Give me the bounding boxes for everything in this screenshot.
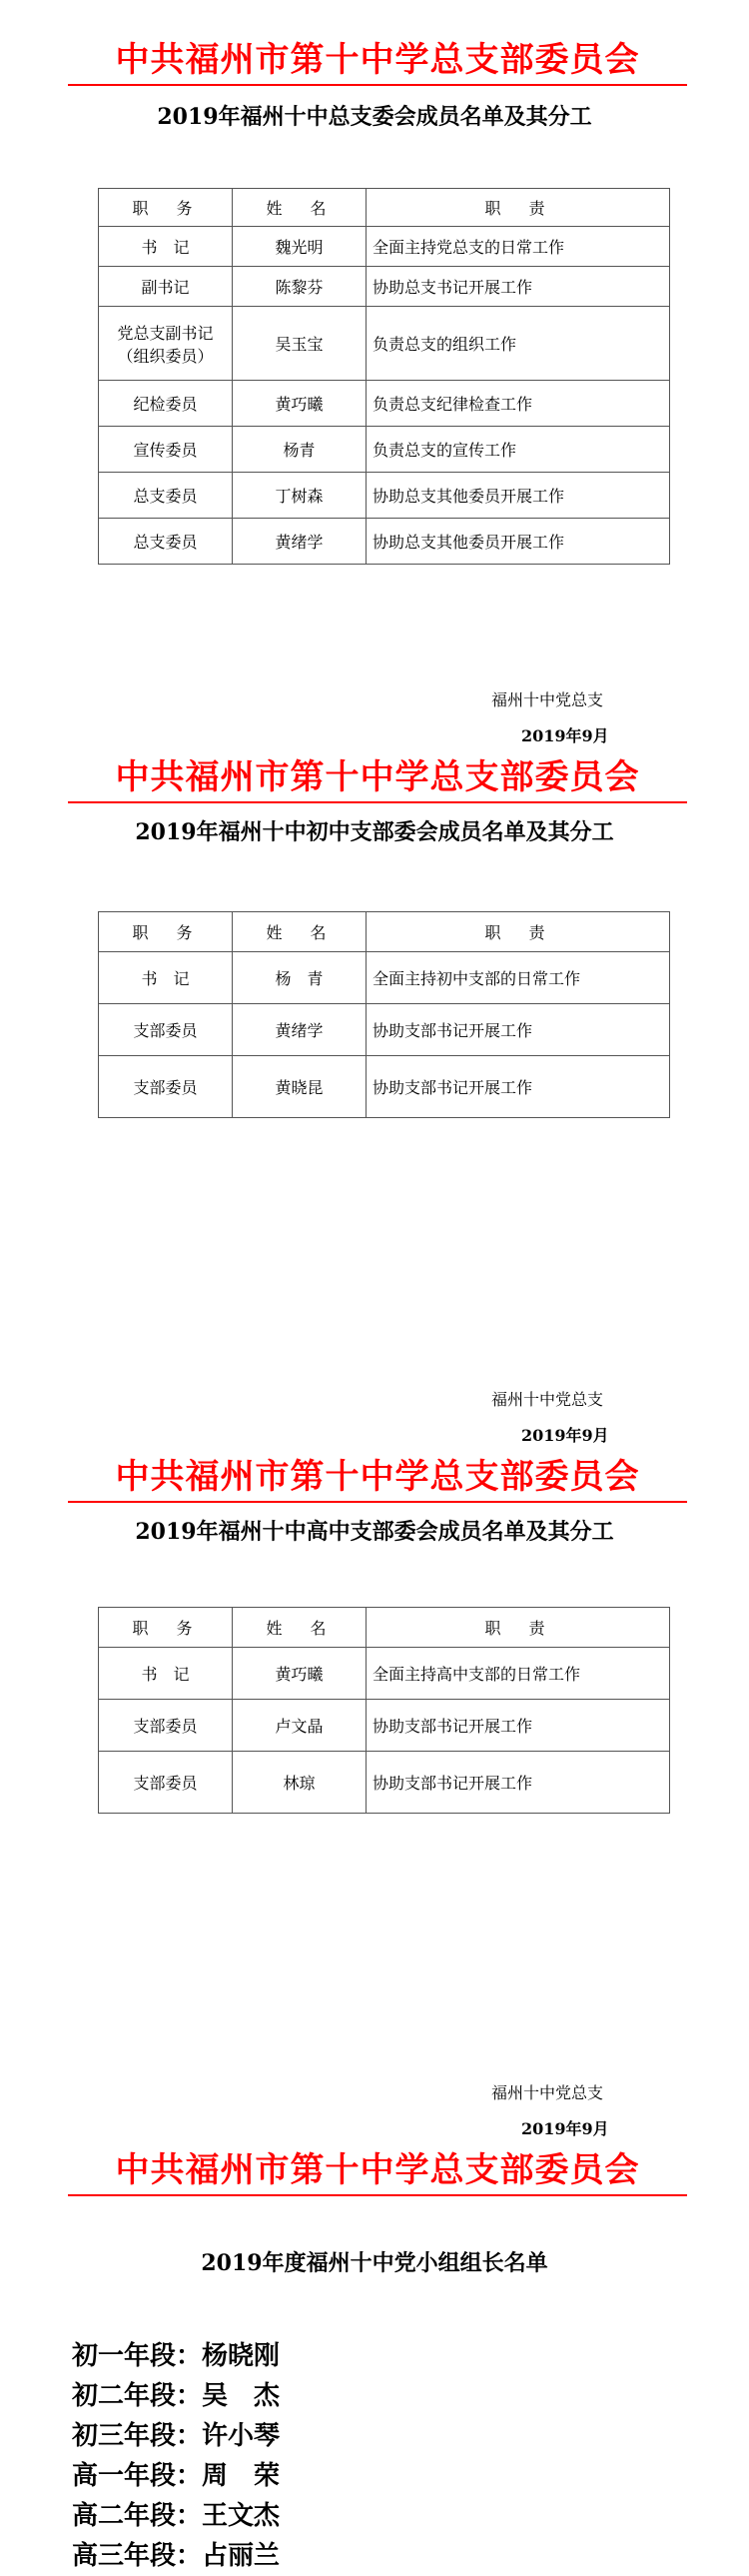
cell-duty: 全面主持初中支部的日常工作 [367, 952, 670, 1004]
cell-position: 纪检委员 [99, 381, 233, 427]
cell-position: 书 记 [99, 227, 233, 267]
cell-duty: 负责总支的宣传工作 [367, 427, 670, 473]
table-row [99, 381, 670, 427]
cell-name: 黄巧曦 [233, 381, 367, 427]
cell-name: 黄晓昆 [233, 1056, 367, 1118]
table-row [99, 427, 670, 473]
table-row [99, 1056, 670, 1118]
table-header-row [99, 1608, 670, 1648]
table-row [99, 952, 670, 1004]
leaders-subtitle: 2019年度福州十中党小组组长名单 [201, 2250, 548, 2276]
committee-title-1: 中共福州市第十中学总支部委员会 [115, 40, 640, 80]
table-row [99, 307, 670, 381]
cell-name: 陈黎芬 [233, 267, 367, 307]
cell-position: 支部委员 [99, 1004, 233, 1056]
table-row [99, 267, 670, 307]
cell-position: 总支委员 [99, 519, 233, 565]
table-row [99, 473, 670, 519]
committee-title-2: 中共福州市第十中学总支部委员会 [115, 757, 640, 797]
table-header-row [99, 912, 670, 952]
cell-duty: 协助支部书记开展工作 [367, 1700, 670, 1752]
cell-position: 副书记 [99, 267, 233, 307]
table-row [99, 227, 670, 267]
list-item: 初一年段：杨晓刚 [72, 2341, 281, 2371]
list-item: 初二年段：吴 杰 [72, 2381, 281, 2411]
cell-duty: 协助总支其他委员开展工作 [367, 473, 670, 519]
duty-table-2 [98, 911, 670, 1118]
group-leaders-list [72, 2336, 280, 2576]
table-header-row [99, 189, 670, 227]
list-item: 高二年段：王文杰 [72, 2501, 281, 2531]
cell-position: 书 记 [99, 1648, 233, 1700]
header-position: 职 务 [99, 189, 233, 227]
table-row [99, 1700, 670, 1752]
cell-position: 支部委员 [99, 1752, 233, 1814]
section-subtitle-1: 2019年福州十中总支委会成员名单及其分工 [157, 104, 592, 130]
cell-position: 总支委员 [99, 473, 233, 519]
cell-duty: 全面主持高中支部的日常工作 [367, 1648, 670, 1700]
header-position: 职 务 [99, 912, 233, 952]
header-duty: 职 责 [367, 912, 670, 952]
section-subtitle-2: 2019年福州十中初中支部委会成员名单及其分工 [135, 819, 614, 845]
cell-duty: 协助支部书记开展工作 [367, 1752, 670, 1814]
signature-org-1: 福州十中党总支 [491, 690, 604, 709]
signature-date-3: 2019年9月 [521, 2119, 609, 2138]
cell-name: 黄绪学 [233, 519, 367, 565]
table-row [99, 1752, 670, 1814]
cell-name: 卢文晶 [233, 1700, 367, 1752]
signature-org-3: 福州十中党总支 [491, 2083, 604, 2102]
title-rule-1 [68, 84, 687, 86]
cell-name: 林琼 [233, 1752, 367, 1814]
list-item: 高三年段：占丽兰 [72, 2541, 281, 2571]
cell-duty: 全面主持党总支的日常工作 [367, 227, 670, 267]
cell-duty: 协助总支其他委员开展工作 [367, 519, 670, 565]
cell-name: 黄绪学 [233, 1004, 367, 1056]
header-name: 姓 名 [233, 1608, 367, 1648]
cell-duty: 协助支部书记开展工作 [367, 1004, 670, 1056]
duty-table-3 [98, 1607, 670, 1814]
cell-position: 支部委员 [99, 1700, 233, 1752]
cell-name: 吴玉宝 [233, 307, 367, 381]
cell-name: 杨 青 [233, 952, 367, 1004]
title-rule-3 [68, 1501, 687, 1503]
table-row [99, 1004, 670, 1056]
header-name: 姓 名 [233, 912, 367, 952]
signature-date-1: 2019年9月 [521, 726, 609, 745]
duty-table-1 [98, 188, 670, 565]
table-row [99, 519, 670, 565]
signature-date-2: 2019年9月 [521, 1426, 609, 1445]
cell-name: 丁树森 [233, 473, 367, 519]
cell-duty: 负责总支纪律检查工作 [367, 381, 670, 427]
cell-duty: 协助总支书记开展工作 [367, 267, 670, 307]
cell-duty: 协助支部书记开展工作 [367, 1056, 670, 1118]
header-duty: 职 责 [367, 189, 670, 227]
cell-position: 宣传委员 [99, 427, 233, 473]
title-rule-2 [68, 801, 687, 803]
cell-position: 党总支副书记（组织委员） [99, 307, 233, 381]
list-item: 高一年段：周 荣 [72, 2461, 281, 2491]
header-duty: 职 责 [367, 1608, 670, 1648]
table-row [99, 1648, 670, 1700]
cell-name: 杨青 [233, 427, 367, 473]
committee-title-4: 中共福州市第十中学总支部委员会 [115, 2150, 640, 2190]
cell-duty: 负责总支的组织工作 [367, 307, 670, 381]
cell-name: 魏光明 [233, 227, 367, 267]
signature-org-2: 福州十中党总支 [491, 1390, 604, 1409]
committee-title-3: 中共福州市第十中学总支部委员会 [115, 1457, 640, 1497]
header-position: 职 务 [99, 1608, 233, 1648]
cell-name: 黄巧曦 [233, 1648, 367, 1700]
title-rule-4 [68, 2194, 687, 2196]
list-item: 初三年段：许小琴 [72, 2421, 281, 2451]
cell-position: 书 记 [99, 952, 233, 1004]
section-subtitle-3: 2019年福州十中高中支部委会成员名单及其分工 [135, 1519, 614, 1545]
cell-position: 支部委员 [99, 1056, 233, 1118]
header-name: 姓 名 [233, 189, 367, 227]
